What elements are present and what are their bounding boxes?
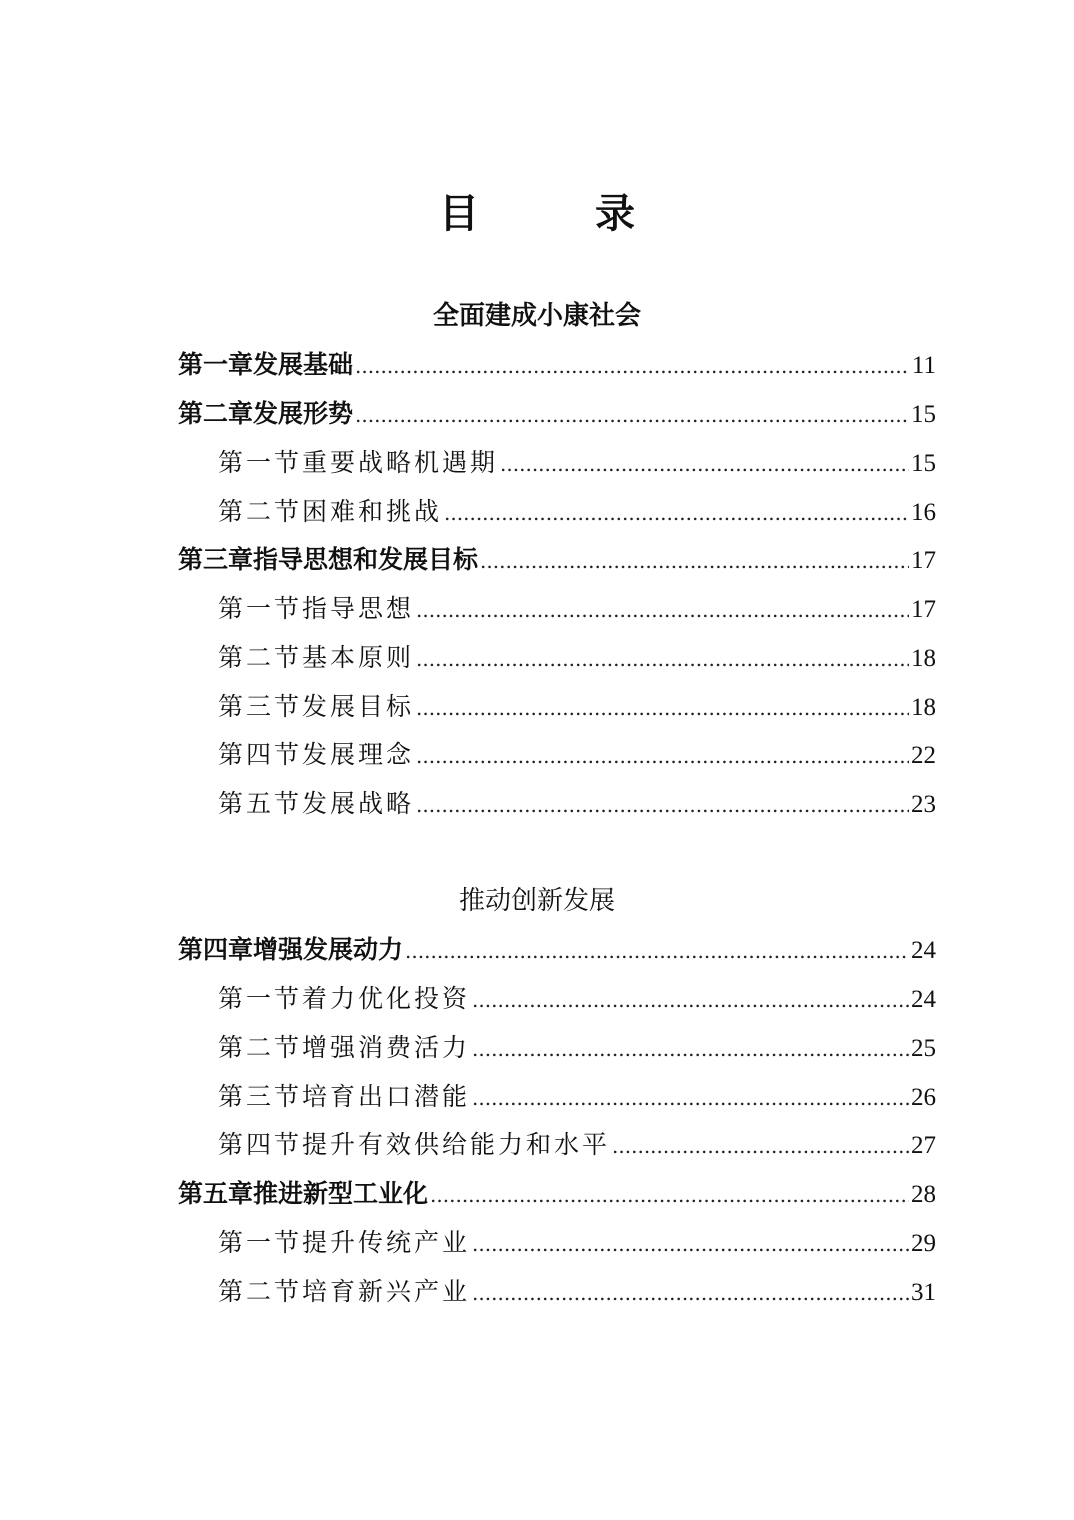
entry-number: 第一章 xyxy=(178,350,254,379)
entry-title: 培育出口潜能 xyxy=(302,1082,471,1111)
toc-entry-section[interactable] xyxy=(218,981,936,1017)
toc-entry-section[interactable] xyxy=(218,689,936,725)
entry-title: 发展基础 xyxy=(253,350,354,379)
page-title: 目 录 xyxy=(439,190,673,237)
entry-page-number: 31 xyxy=(911,1279,936,1306)
entry-page-number: 15 xyxy=(911,401,936,428)
dot-leader xyxy=(416,787,909,823)
entry-title: 指导思想 xyxy=(302,594,415,623)
toc-entry-section[interactable] xyxy=(218,1079,936,1115)
dot-leader xyxy=(480,543,909,579)
dot-leader xyxy=(472,1275,909,1311)
entry-page-number: 26 xyxy=(911,1084,936,1111)
entry-title: 重要战略机遇期 xyxy=(302,448,499,477)
toc-entry-section[interactable] xyxy=(218,445,936,481)
dot-leader xyxy=(472,982,909,1018)
toc-entry-chapter[interactable] xyxy=(178,347,936,383)
dot-leader xyxy=(472,1031,909,1067)
entry-number: 第五节 xyxy=(218,789,303,818)
dot-leader xyxy=(416,592,909,628)
entry-title: 基本原则 xyxy=(302,643,415,672)
dot-leader xyxy=(416,641,909,677)
toc-entry-section[interactable] xyxy=(218,786,936,822)
entry-number: 第五章 xyxy=(178,1179,254,1208)
entry-number: 第一节 xyxy=(218,984,303,1013)
toc-entry-section[interactable] xyxy=(218,1127,936,1163)
entry-page-number: 22 xyxy=(911,742,936,769)
part-heading: 全面建成小康社会 xyxy=(432,301,641,331)
toc-entry-chapter[interactable] xyxy=(178,396,936,432)
entry-number: 第三节 xyxy=(218,692,303,721)
dot-leader xyxy=(405,933,909,969)
entry-page-number: 28 xyxy=(911,1181,936,1208)
toc-entry-section[interactable] xyxy=(218,1225,936,1261)
entry-title: 增强消费活力 xyxy=(302,1033,471,1062)
dot-leader xyxy=(472,1080,909,1116)
entry-number: 第二章 xyxy=(178,399,254,428)
part-heading: 推动创新发展 xyxy=(458,886,615,916)
toc-entry-chapter[interactable] xyxy=(178,542,936,578)
entry-number: 第一节 xyxy=(218,1228,303,1257)
toc-entry-section[interactable] xyxy=(218,1274,936,1310)
entry-title: 提升有效供给能力和水平 xyxy=(302,1130,611,1159)
entry-title: 发展形势 xyxy=(253,399,354,428)
entry-number: 第四章 xyxy=(178,935,254,964)
entry-page-number: 18 xyxy=(911,645,936,672)
dot-leader xyxy=(444,495,909,531)
dot-leader xyxy=(416,690,909,726)
entry-number: 第二节 xyxy=(218,643,303,672)
entry-title: 培育新兴产业 xyxy=(302,1277,471,1306)
entry-page-number: 25 xyxy=(911,1035,936,1062)
entry-number: 第二节 xyxy=(218,1033,303,1062)
entry-page-number: 17 xyxy=(911,547,936,574)
entry-title: 推进新型工业化 xyxy=(253,1179,429,1208)
entry-page-number: 24 xyxy=(911,937,936,964)
entry-page-number: 15 xyxy=(911,450,936,477)
toc-entry-section[interactable] xyxy=(218,591,936,627)
entry-number: 第二节 xyxy=(218,497,303,526)
toc-entry-chapter[interactable] xyxy=(178,932,936,968)
entry-title: 发展理念 xyxy=(302,740,415,769)
entry-number: 第一节 xyxy=(218,448,303,477)
entry-page-number: 23 xyxy=(911,791,936,818)
toc-entry-section[interactable] xyxy=(218,1030,936,1066)
entry-page-number: 16 xyxy=(911,499,936,526)
entry-number: 第四节 xyxy=(218,740,303,769)
entry-title: 发展战略 xyxy=(302,789,415,818)
toc-entry-section[interactable] xyxy=(218,737,936,773)
entry-page-number: 18 xyxy=(911,694,936,721)
entry-title: 发展目标 xyxy=(302,692,415,721)
entry-title: 指导思想和发展目标 xyxy=(253,545,479,574)
entry-page-number: 17 xyxy=(911,596,936,623)
dot-leader xyxy=(472,1226,909,1262)
dot-leader xyxy=(355,397,909,433)
dot-leader xyxy=(430,1177,909,1213)
entry-number: 第三节 xyxy=(218,1082,303,1111)
entry-title: 困难和挑战 xyxy=(302,497,443,526)
entry-title: 提升传统产业 xyxy=(302,1228,471,1257)
toc-entry-section[interactable] xyxy=(218,640,936,676)
dot-leader xyxy=(612,1128,909,1164)
entry-page-number: 27 xyxy=(911,1132,936,1159)
dot-leader xyxy=(355,348,910,384)
entry-number: 第二节 xyxy=(218,1277,303,1306)
entry-number: 第一节 xyxy=(218,594,303,623)
toc-entry-section[interactable] xyxy=(218,494,936,530)
entry-number: 第三章 xyxy=(178,545,254,574)
entry-number: 第四节 xyxy=(218,1130,303,1159)
entry-title: 着力优化投资 xyxy=(302,984,471,1013)
dot-leader xyxy=(500,446,909,482)
entry-page-number: 29 xyxy=(911,1230,936,1257)
entry-page-number: 11 xyxy=(911,352,936,379)
entry-title: 增强发展动力 xyxy=(253,935,404,964)
entry-page-number: 24 xyxy=(911,986,936,1013)
toc-entry-chapter[interactable] xyxy=(178,1176,936,1212)
dot-leader xyxy=(416,738,909,774)
